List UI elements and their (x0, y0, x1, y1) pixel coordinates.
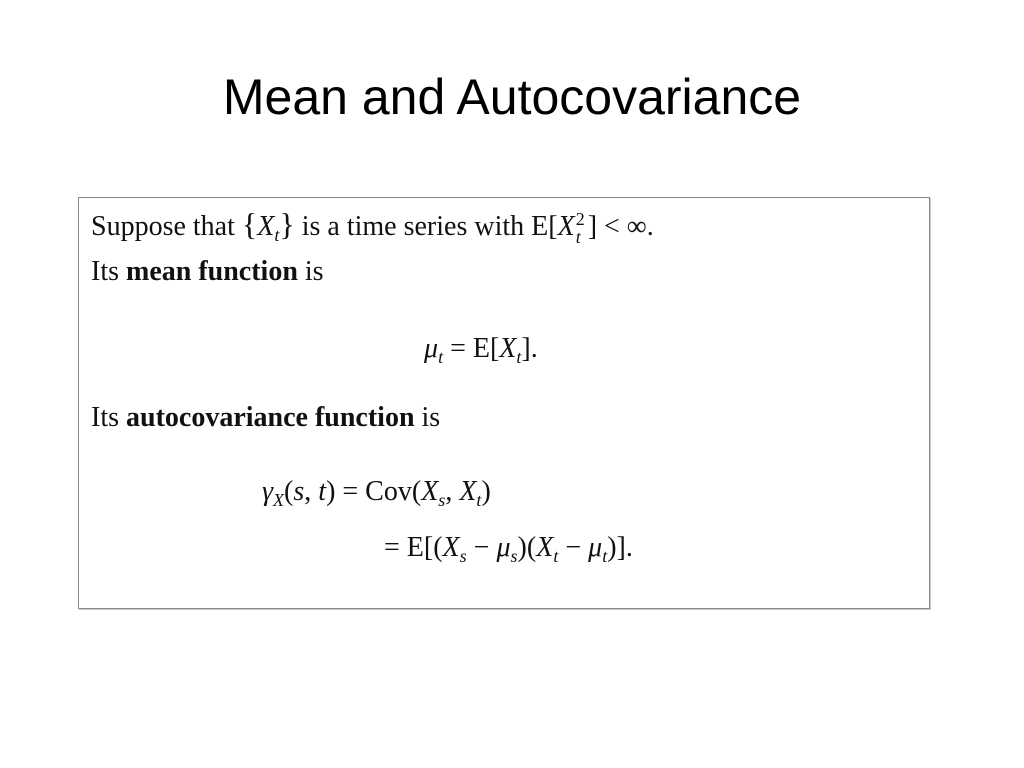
slide-title: Mean and Autocovariance (222, 69, 802, 125)
autocov-intro-word: Its (91, 402, 119, 433)
mean-intro-word: Its (91, 256, 119, 287)
definition-statement (91, 206, 654, 247)
autocov-intro-suffix: is (421, 402, 441, 433)
mean-formula: $\mu_t = E[X_t]$. (424, 333, 538, 367)
statement-mid: is a time series with (301, 211, 525, 242)
autocovariance-formula-line1: $\gamma_X(s$, $t) = Cov(X_s$, $X_t$) (262, 476, 491, 510)
autocovariance-formula-line2: = $E[(X_s - \mu_s)(X_t - \mu_t)]$. (384, 532, 633, 566)
mean-function-intro (91, 254, 324, 290)
mean-function-term: mean function (126, 256, 298, 287)
statement-prefix: Suppose that (91, 211, 235, 242)
moment-condition: E[X 2 t ] < ∞. (531, 208, 654, 247)
series-notation: $\{X_t\}$ (241, 206, 295, 245)
autocovariance-term: autocovariance function (126, 402, 415, 433)
definition-box (78, 197, 930, 609)
autocovariance-intro (91, 400, 440, 436)
mean-intro-suffix: is (304, 256, 324, 287)
